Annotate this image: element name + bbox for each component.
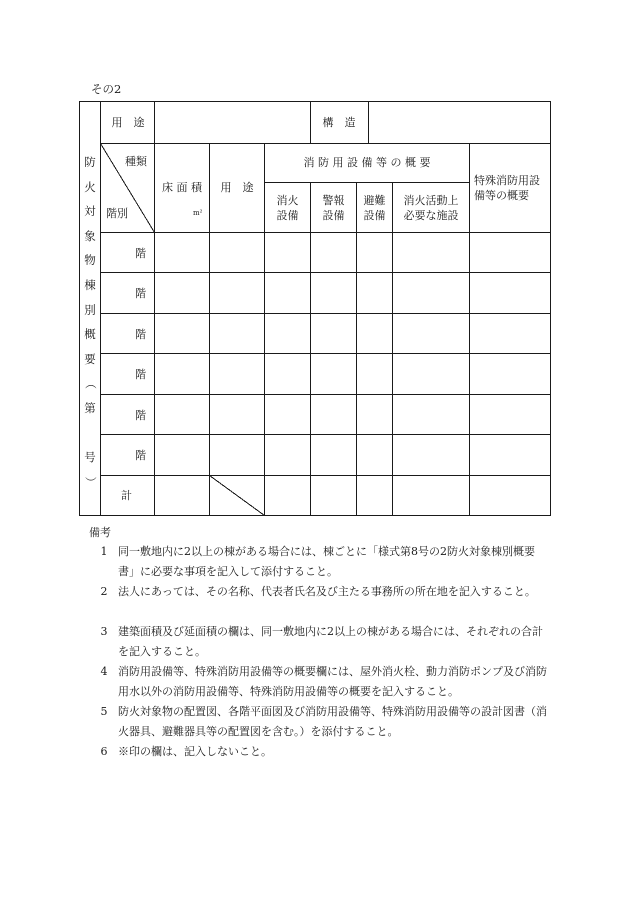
floor-area-unit: m² (193, 209, 203, 217)
page-label: その2 (91, 82, 122, 96)
floor-row-label: 階 (135, 449, 146, 462)
floor-row-label: 階 (135, 409, 146, 422)
fire-equipment-overview-label: 消 防 用 設 備 等 の 概 要 (303, 156, 431, 169)
floor-row-label: 階 (135, 247, 146, 260)
vertical-title: 防 火 対 象 物 棟 別 概 要 （ 第 号 ） (83, 155, 98, 488)
firefighting-facilities-label: 消火活動上 必要な施設 (403, 194, 459, 222)
usage-column-label: 用 途 (220, 181, 254, 194)
floor-division-label: 階別 (106, 207, 128, 220)
extinguishing-label: 消火 設備 (276, 194, 299, 222)
usage-label: 用 途 (111, 116, 145, 129)
alarm-label: 警報 設備 (322, 194, 345, 222)
type-label: 種類 (125, 155, 147, 168)
total-label: 計 (121, 489, 132, 502)
special-equipment-label: 特殊消防用設 備等の概要 (474, 174, 540, 202)
floor-row-label: 階 (135, 287, 146, 300)
notes-heading: 備考 (89, 526, 111, 539)
floor-row-label: 階 (135, 368, 146, 381)
floor-area-label: 床 面 積 (162, 181, 202, 194)
evacuation-label: 避難 設備 (363, 194, 386, 222)
floor-row-label: 階 (135, 328, 146, 341)
structure-label: 構 造 (322, 116, 356, 129)
